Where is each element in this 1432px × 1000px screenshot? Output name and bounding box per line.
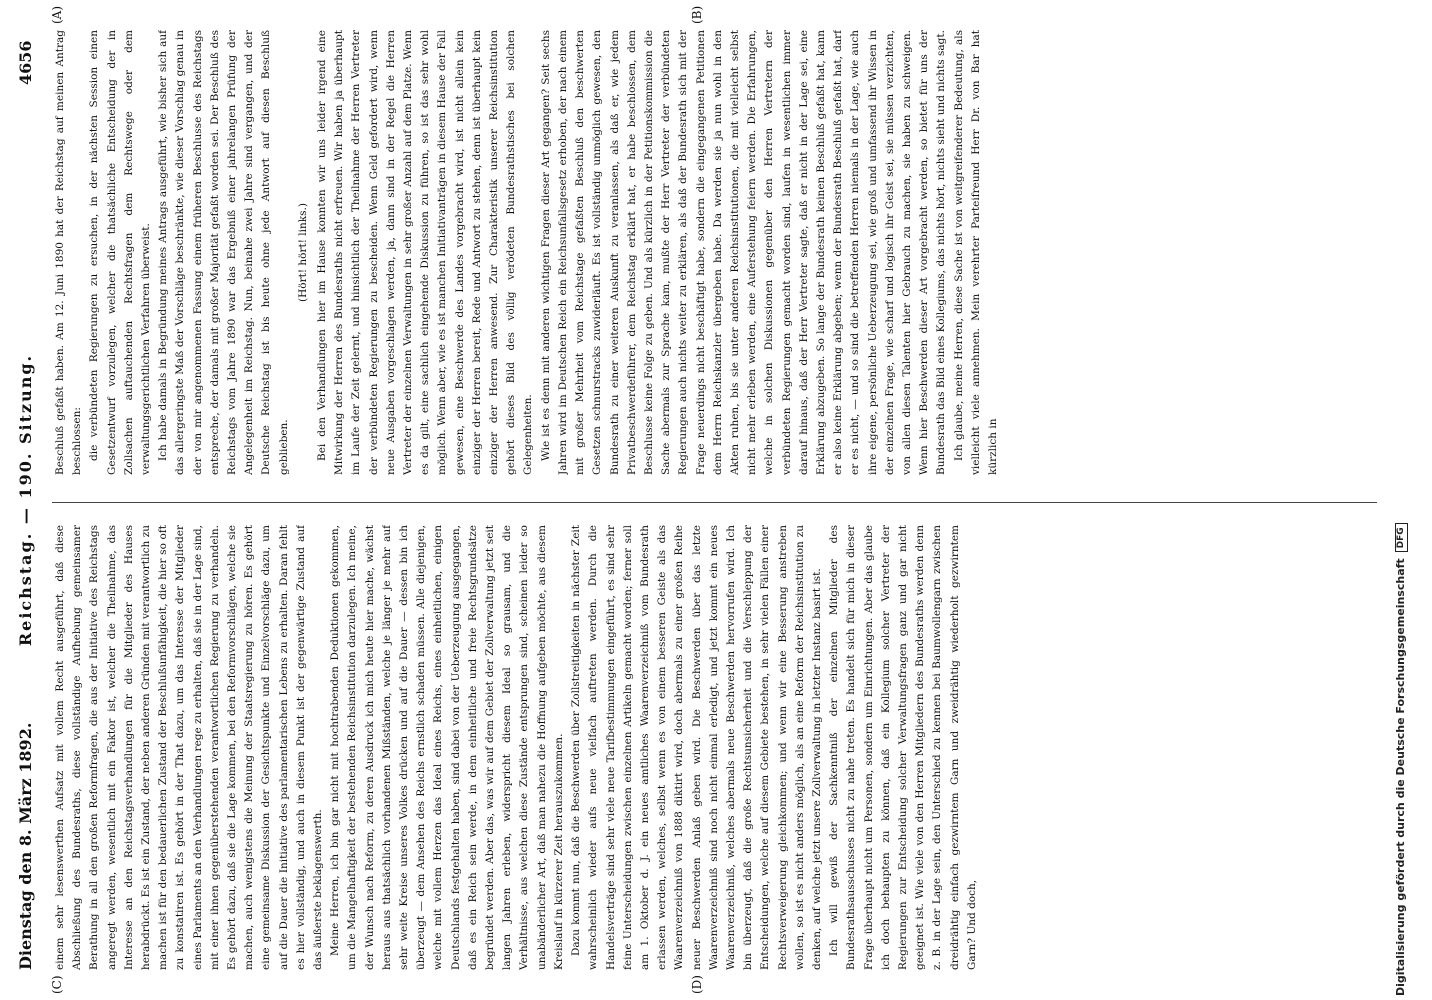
paragraph: Ich will gewiß der Sachkenntniß der einzelnen Mitglieder des Bundesrathsausschusses nicht zu nahe treten. Es handelt sich für mich in dieser Frage überhaupt nicht um Personen, sondern um Einrichtungen. Aber das glaube ich doch behaupten zu können, daß ein Kollegium solcher Vertreter der Regierungen zur Entscheidung solcher Verwaltungsfragen ganz und gar nicht geeignet ist. Wie viele von den Herren Mitgliedern des Bundesraths werden denn z. B. in der Lage sein, den Unterschied zu kennen bei Baumwollengarn zwischen dreidrähtig einfach gezwirntem Garn und zweidrähtig wiederholt gezwirntem Garn? Und doch, (828, 525, 978, 970)
margin-mark-b: (B) (690, 5, 704, 24)
right-column (52, 525, 1377, 970)
paragraph: Beschluß gefaßt haben. Am 12. Juni 1890 hat der Reichstag auf meinen Antrag beschlossen: (54, 30, 84, 475)
header-title: Reichstag. — 190. Sitzung. (16, 353, 35, 647)
left-column (52, 30, 1377, 475)
margin-mark-d: (D) (690, 975, 704, 994)
paragraph: Wie ist es denn mit anderen wichtigen Fragen dieser Art gegangen? Seit sechs Jahren wird im Deutschen Reich ein Reichsunfallsgesetz erhoben, der nach einem mit großer Mehrheit vom Reichstage gefaßten Beschluß den beschwerten Gesetzen schnurstracks zuwiderläuft. Es ist vollständig unmöglich gewesen, den Bundesrath zu einer weiteren Auskunft zu veranlassen, als daß er, wie jedem Privatbeschwerdeführer, dem Reichstag erklärt hat, er habe beschlossen, dem Beschlusse keine Folge zu geben. Und als kürzlich in der Petitionskommission die Sache abermals zur Sprache kam, mußte der Herr Vertreter der verbündeten Regierungen auch nichts weiter zu erklären, als daß der Bundesrath sich mit der Frage neuerdings nicht beschäftigt habe, sondern die eingegangenen Petitionen dem Herrn Reichskanzler übergeben habe. Da werden sie ja nun wohl in den Akten ruhen, bis sie unter anderen Reichsinstitutionen, die mit vielleicht selbst nicht mehr erleben werden, eine Auferstehung feiern werden. Die Erfahrungen, welche in solchen Diskussionen gegenüber den Herren Vertretern der verbündeten Regierungen gemacht worden sind, laufen in wesentlichen immer darauf hinaus, daß der Herr Vertreter sagte, daß er nicht in der Lage sei, eine Erklärung abzugeben. So lange der Bundesrath keinen Beschluß gefaßt hat, kann er also keine Erklärung abgeben; wenn der Bundesrath Beschluß gefaßt hat, darf er es nicht, — und so sind die betreffenden Herren niemals in der Lage, wie auch ihre eigene, persönliche Ueberzeugung sei, wie groß und umfassend ihr Wissen in der einzelnen Frage, wie scharf und logisch ihr Geist sei, sie müssen verzichten, von allen diesen Talenten hier Gebrauch zu machen, sie haben zu schweigen. Wenn hier Beschwerden dieser Art vorgebracht werden, so bietet für uns der Bundesrath das Bild eines Kollegiums, das nichts hört, nichts sieht und nichts sagt. (539, 30, 948, 475)
page-header (16, 0, 40, 1000)
paragraph: einem sehr lesenswerthen Aufsatz mit vollem Recht ausgeführt, daß diese Abschließung des Bundesraths, diese vollständige Aufhebung gemeinsamer Berathung in all den großen Reformfragen, die aus der Initiative des Reichstags angeregt werden, wesentlich mit ein Faktor ist, welcher die Theilnahme, das Interesse an den Reichstagsverhandlungen für die Mitglieder des Hauses herabdrückt. Es ist ein Zustand, der neben anderen Gründen mit verantwortlich zu machen ist für den bedauerlichen Zustand der Beschlußunfähigkeit, die hier so oft zu konstatiren ist. Es gehört in der That dazu, um das Interesse der Mitglieder eines Parlaments an den Verhandlungen rege zu erhalten, daß sie in der Lage sind, mit einer ihnen gegenüberstehenden verantwortlichen Regierung zu verhandeln. Es gehört dazu, daß sie die Lage kommen, bei den Reformvorschlägen, welche sie machen, auch wenigstens die Meinung der Staatsregierung zu hören. Es gehört eine gemeinsame Diskussion der Gesichtspunkte und Einzelvorschläge dazu, um auf die Dauer die Initiative des parlamentarischen Lebens zu erhalten. Daran fehlt es hier vollständig, und auch in diesem Punkt ist der gegenwärtige Zustand auf das äußerste beklagenswerth. (54, 525, 325, 970)
paragraph: die verbündeten Regierungen zu ersuchen, in der nächsten Session einen Gesetzentwurf vorzulegen, welcher die thatsächliche Entscheidung der in Zollsachen auftauchenden Rechtsfragen dem Rechtswege oder dem verwaltungsgerichtlichen Verfahren überweist. (88, 30, 153, 475)
margin-mark-a: (A) (50, 5, 64, 24)
interjection: (Hört! hört! links.) (296, 203, 309, 302)
paragraph: Dazu kommt nun, daß die Beschwerden über Zollstreitigkeiten in nächster Zeit wahrscheinlich wieder aufs neue vielfach auftreten werden. Durch die Handelsverträge sind sehr viele neue Tarifbestimmungen eingeführt, es sind sehr feine Unterscheidungen zwischen einzelnen Artikeln gemacht worden; ferner soll am 1. Oktober d. J. ein neues amtliches Waarenverzeichniß vom Bundesrath erlassen werden, welches, selbst wenn es von einem besseren Geiste als das Waarenverzeichniß von 1888 diktirt wird, doch abermals zu einer großen Reihe neuer Beschwerden Anlaß geben wird. Die Beschwerden über das letzte Waarenverzeichniß sind noch nicht einmal erledigt, und jetzt kommt ein neues Waarenverzeichniß, welches abermals neue Beschwerden hervorrufen wird. Ich bin überzeugt, daß die große Rechtsunsicherheit und die Verschleppung der Entscheidungen, welche auf diesem Gebiete bestehen, in sehr vielen Fällen einer Rechtsverweigerung gleichkommen; und wenn wir eine Besserung anstreben wollen, so ist es nicht anders möglich, als an eine Reform der Reichsinstitution zu denken, auf welche jetzt unsere Zollverwaltung in letzter Instanz basirt ist. (570, 525, 823, 970)
digitization-credit: Digitalisierung gefördert durch die Deutsche Forschungsgemeinschaft (1394, 558, 1407, 996)
paragraph: Bei den Verhandlungen hier im Hause konnten wir uns leider irgend eine Mitwirkung der Herren des Bundesraths nicht erfreuen. Wir haben ja überhaupt im Laufe der Zeit gelernt, und hinsichtlich der Theilnahme der Herren Vertreter der verbündeten Regierungen zu bescheiden. Wenn Geld gefordert wird, wenn neue Ausgaben vorgeschlagen werden, ja, dann sind in der Regel die Herren Vertreter der einzelnen Verwaltungen in sehr großer Anzahl auf dem Platze. Wenn es da gilt, eine sachlich eingehende Diskussion zu führen, so ist das sehr wohl möglich. Wenn aber, wie es ist manchen Initiativanträgen in diesem Hause der Fall gewesen, eine Beschwerde des Landes vorgebracht wird, ist nicht allein kein einziger der Herren bereit, Rede und Antwort zu stehen, denn ist überhaupt kein einziger der Herren anwesend. Zur Charakteristik unserer Reichsinstitution gehört dieses Bild des völlig verödeten Bundesrathstisches bei solchen Gelegenheiten. (316, 30, 535, 475)
dfg-logo: DFG (1395, 523, 1408, 552)
paragraph: Ich habe damals in Begründung meines Antrags ausgeführt, wie bisher sich auf das allergeringste Maß der Vorschläge beschränkte, wie dieser Vorschlag genau in der von mir angenommenen Fassung einem früheren Beschlusse des Reichstags entspreche, der damals mit großer Majorität gefaßt worden sei. Der Beschluß des Reichstags vom Jahre 1890 war das Ergebniß einer jahrelangen Prüfung der Angelegenheit im Reichstag. Nun, beinahe zwei Jahre sind vergangen, und der Deutsche Reichstag ist bis heute ohne jede Antwort auf diesen Beschluß geblieben. (157, 30, 290, 475)
column-divider (52, 502, 1377, 503)
page-number: 4656 (16, 40, 35, 85)
margin-mark-c: (C) (50, 975, 64, 994)
header-date: Dienstag den 8. März 1892. (16, 722, 35, 970)
digitization-footer (1394, 523, 1408, 996)
paragraph: Meine Herren, ich bin gar nicht mit hochtrabenden Deduktionen gekommen, um die Mangelhaftigkeit der bestehenden Reichsinstitution darzulegen. Ich meine, der Wunsch nach Reform, zu deren Ausdruck ich mich heute hier mache, wächst heraus aus thatsächlich vorhandenen Mißständen, welche je länger je mehr auf sehr weite Kreise unseres Volkes drücken und auf die Dauer — dessen bin ich überzeugt — dem Ansehen des Reichs ernstlich schaden müssen. Alle diejenigen, welche mit vollem Herzen das Ideal eines Reichs, eines einheitlichen, einigen Deutschlands festgehalten haben, sind dabei von der Ueberzeugung ausgegangen, daß es ein Reich sein werde, in dem einheitliche und freie Rechtsgrundsätze begründet werden. Aber das, was wir auf dem Gebiet der Zollverwaltung jetzt seit langen Jahren erleben, widerspricht diesem Ideal so grausam, und die Verhältnisse, aus welchen diese Zustände entsprungen sind, scheinen leider so unabänderlicher Art, daß man nahezu die Hoffnung aufgeben möchte, aus diesem Kreislauf in kürzerer Zeit herauszukommen. (329, 525, 565, 970)
paragraph: Ich glaube, meine Herren, diese Sache ist von weitgreifenderer Bedeutung, als vielleicht viele annehmen. Mein verehrter Parteifreund Herr Dr. von Bar hat kürzlich in (952, 30, 999, 475)
